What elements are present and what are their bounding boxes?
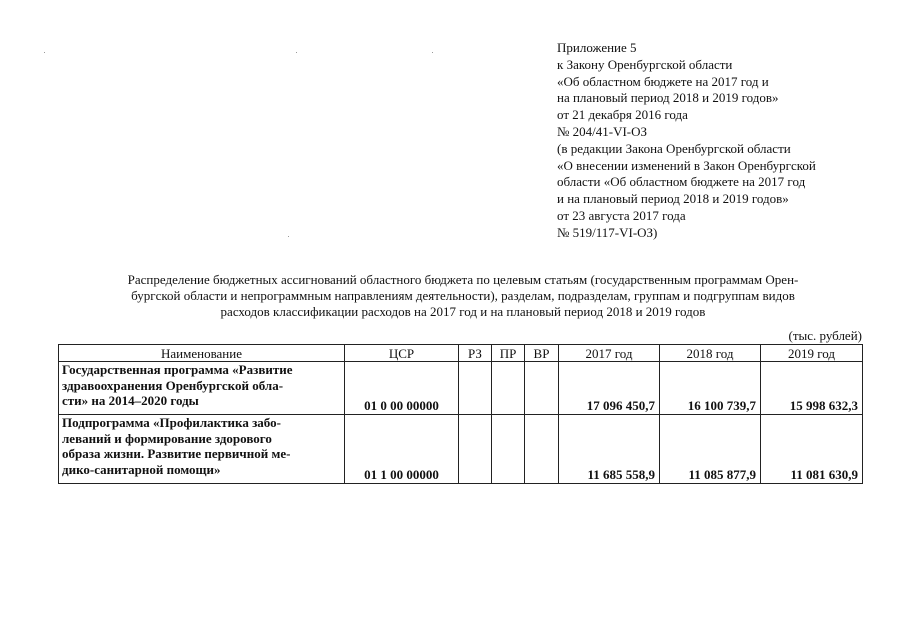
row-rz <box>459 362 492 415</box>
document-heading <box>48 272 878 320</box>
appendix-line: «О внесении изменений в Закон Оренбургской <box>557 157 816 173</box>
row-vr <box>525 415 559 484</box>
heading-line: бургской области и непрограммным направлениям деятельности), разделам, подразделам, группам и подгруппам видов <box>131 288 795 303</box>
table-row <box>59 362 863 415</box>
row-name-line: леваний и формирование здорового <box>62 430 272 446</box>
header-2018: 2018 год <box>660 345 761 362</box>
row-2017: 17 096 450,7 <box>559 362 660 415</box>
header-name: Наименование <box>59 345 345 362</box>
appendix-line: и на плановый период 2018 и 2019 годов» <box>557 191 789 207</box>
appendix-line: Приложение 5 <box>557 40 637 55</box>
heading-line: расходов классификации расходов на 2017 год и на плановый период 2018 и 2019 годов <box>220 304 706 319</box>
row-2019: 15 998 632,3 <box>761 362 863 415</box>
row-csr: 01 1 00 00000 <box>345 415 459 484</box>
scan-speck <box>288 236 289 237</box>
row-2019: 11 081 630,9 <box>761 415 863 484</box>
row-csr: 01 0 00 00000 <box>345 362 459 415</box>
appendix-block <box>557 40 897 242</box>
row-name-line: сти» на 2014–2020 годы <box>62 393 199 409</box>
row-name-line: Государственная программа «Развитие <box>62 362 293 377</box>
heading-line: Распределение бюджетных ассигнований областного бюджета по целевым статьям (государственным программам Орен- <box>127 272 799 287</box>
row-name-line: здравоохранения Оренбургской обла- <box>62 377 284 393</box>
appendix-line: к Закону Оренбургской области <box>557 56 733 72</box>
budget-table <box>58 344 863 484</box>
scan-speck <box>44 52 45 53</box>
appendix-line: на плановый период 2018 и 2019 годов» <box>557 90 779 106</box>
appendix-line: «Об областном бюджете на 2017 год и <box>557 73 769 89</box>
row-name-line: дико-санитарной помощи» <box>62 461 221 477</box>
appendix-line: № 519/117-VI-ОЗ) <box>557 224 658 240</box>
row-pr <box>492 362 525 415</box>
header-2017: 2017 год <box>559 345 660 362</box>
header-csr: ЦСР <box>345 345 459 362</box>
appendix-line: от 23 августа 2017 года <box>557 207 686 223</box>
row-2017: 11 685 558,9 <box>559 415 660 484</box>
row-name <box>59 415 345 484</box>
appendix-line: (в редакции Закона Оренбургской области <box>557 140 791 156</box>
header-rz: РЗ <box>459 345 492 362</box>
scan-speck <box>296 52 297 53</box>
scan-speck <box>432 52 433 53</box>
row-vr <box>525 362 559 415</box>
appendix-line: от 21 декабря 2016 года <box>557 107 688 123</box>
units-label: (тыс. рублей) <box>788 328 862 343</box>
row-name-line: образа жизни. Развитие первичной ме- <box>62 446 291 462</box>
table-row <box>59 415 863 484</box>
row-pr <box>492 415 525 484</box>
row-rz <box>459 415 492 484</box>
row-name <box>59 362 345 415</box>
header-pr: ПР <box>492 345 525 362</box>
table-header-row <box>59 345 863 362</box>
appendix-line: области «Об областном бюджете на 2017 год <box>557 174 806 190</box>
header-vr: ВР <box>525 345 559 362</box>
row-2018: 11 085 877,9 <box>660 415 761 484</box>
row-name-line: Подпрограмма «Профилактика забо- <box>62 415 281 430</box>
row-2018: 16 100 739,7 <box>660 362 761 415</box>
appendix-line: № 204/41-VI-ОЗ <box>557 123 648 139</box>
header-2019: 2019 год <box>761 345 863 362</box>
